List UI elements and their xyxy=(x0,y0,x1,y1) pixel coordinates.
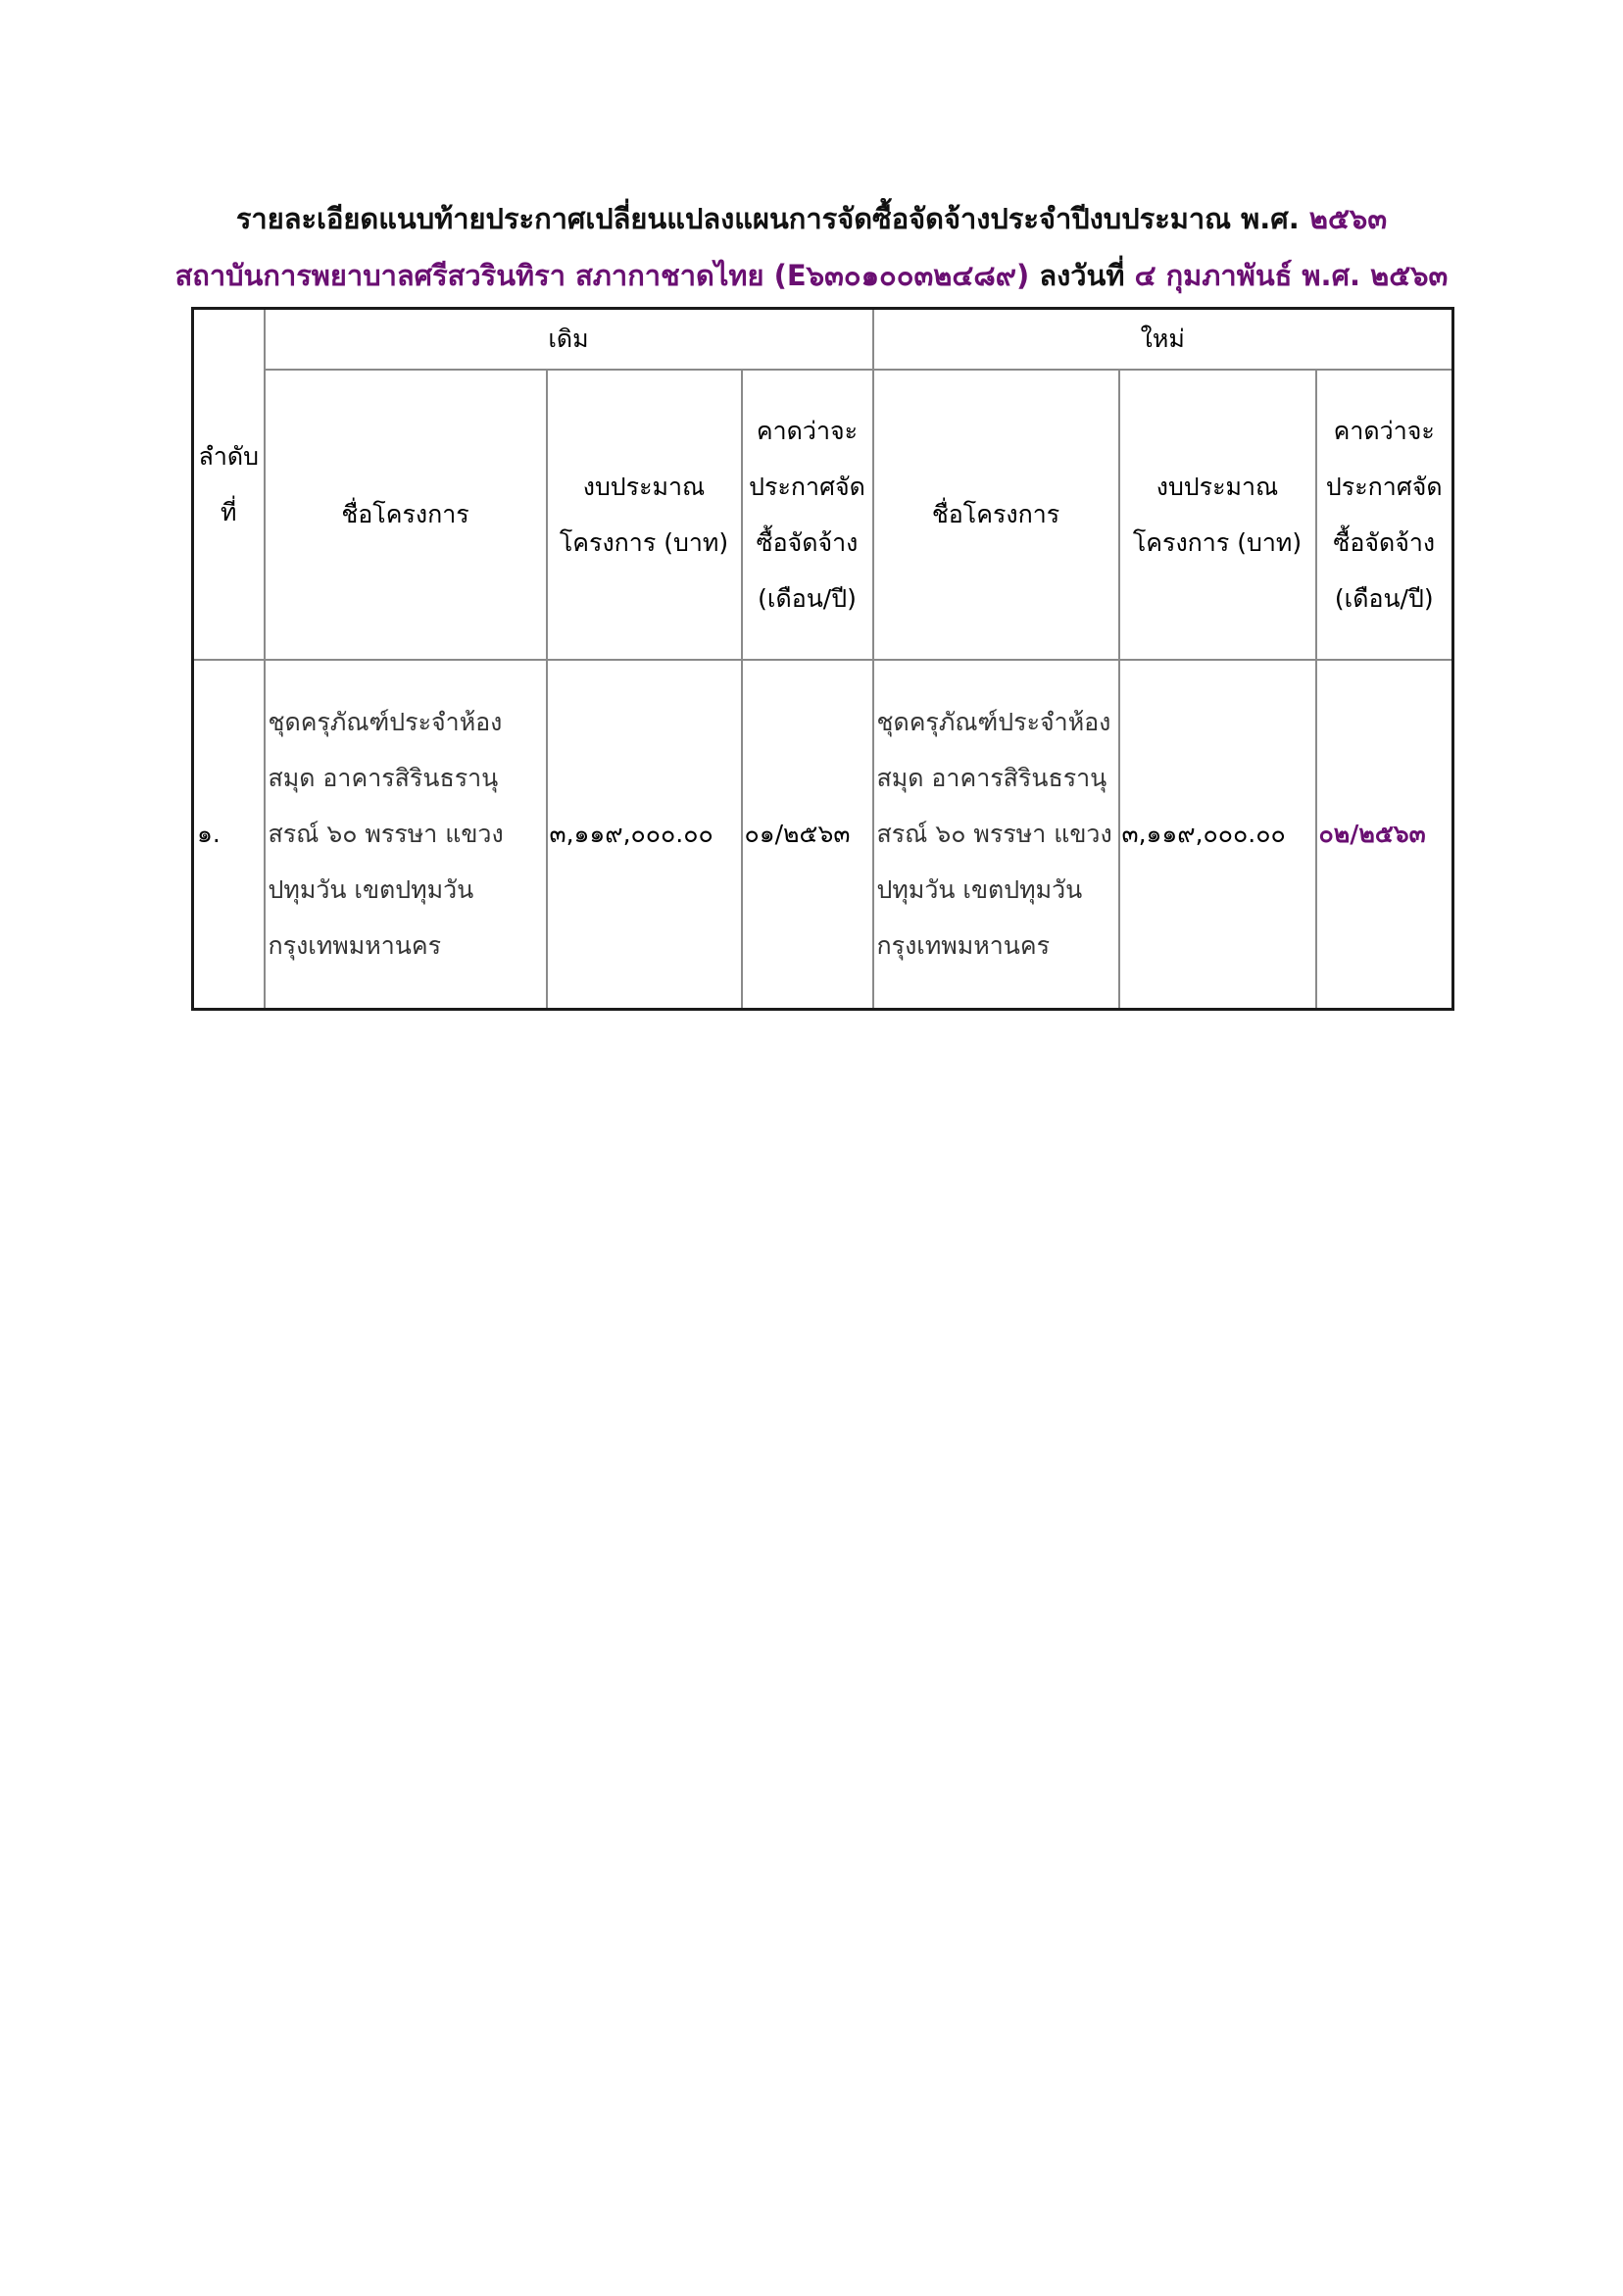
header-new-budget: งบประมาณโครงการ (บาท) xyxy=(1119,370,1316,660)
organization-name: สถาบันการพยาบาลศรีสวรินทิรา สภากาชาดไทย (E๖๓๐๑๐๐๓๒๔๘๙) xyxy=(174,259,1030,292)
row-original-project: ชุดครุภัณฑ์ประจำห้องสมุด อาคารสิรินธรานุสรณ์ ๖๐ พรรษา แขวงปทุมวัน เขตปทุมวัน กรุงเทพมหานคร xyxy=(265,660,547,1010)
header-original-group: เดิม xyxy=(265,309,873,370)
dated-label: ลงวันที่ xyxy=(1039,259,1125,292)
title-line1-text: รายละเอียดแนบท้ายประกาศเปลี่ยนแปลงแผนการจัดซื้อจัดจ้างประจำปีงบประมาณ พ.ศ. xyxy=(235,202,1300,235)
row-order: ๑. xyxy=(193,660,265,1010)
header-original-project-name: ชื่อโครงการ xyxy=(265,370,547,660)
header-original-expected-date: คาดว่าจะประกาศจัดซื้อจัดจ้าง (เดือน/ปี) xyxy=(742,370,873,660)
row-new-expected-date: ๐๒/๒๕๖๓ xyxy=(1316,660,1453,1010)
row-original-expected-date: ๐๑/๒๕๖๓ xyxy=(742,660,873,1010)
table-row xyxy=(193,660,1453,1010)
header-row-groups xyxy=(193,309,1453,370)
announcement-date: ๔ กุมภาพันธ์ พ.ศ. ๒๕๖๓ xyxy=(1134,259,1449,292)
row-new-budget: ๓,๑๑๙,๐๐๐.๐๐ xyxy=(1119,660,1316,1010)
header-order: ลำดับที่ xyxy=(193,309,265,660)
header-new-group: ใหม่ xyxy=(873,309,1453,370)
header-new-project-name: ชื่อโครงการ xyxy=(873,370,1119,660)
title-line1-year: ๒๕๖๓ xyxy=(1308,202,1388,235)
row-new-project: ชุดครุภัณฑ์ประจำห้องสมุด อาคารสิรินธรานุสรณ์ ๖๐ พรรษา แขวงปทุมวัน เขตปทุมวัน กรุงเทพมหานคร xyxy=(873,660,1119,1010)
header-row-columns xyxy=(193,370,1453,660)
row-original-budget: ๓,๑๑๙,๐๐๐.๐๐ xyxy=(547,660,742,1010)
document-title xyxy=(0,196,1623,241)
header-new-expected-date: คาดว่าจะประกาศจัดซื้อจัดจ้าง (เดือน/ปี) xyxy=(1316,370,1453,660)
document-subtitle xyxy=(0,253,1623,298)
header-original-budget: งบประมาณโครงการ (บาท) xyxy=(547,370,742,660)
procurement-plan-table xyxy=(191,307,1454,1011)
